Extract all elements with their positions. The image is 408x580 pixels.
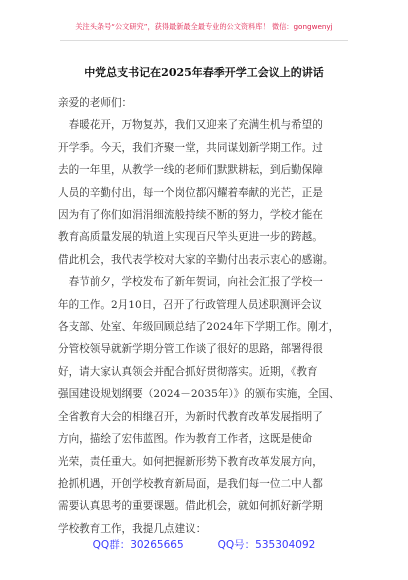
body-line: 需要认真思考的重要课题。借此机会，就如何抓好新学期 (58, 500, 323, 513)
footer-qq-number: QQ号：535304092 (217, 539, 316, 551)
body-line: 全省教育大会的相继召开，为新时代教育改革发展指明了 (58, 410, 323, 423)
body-line: 方向，描绘了宏伟蓝图。作为教育工作者，这既是使命 (58, 433, 313, 446)
body-line: 借此机会，我代表学校对大家的辛勤付出表示衷心的感谢。 (58, 253, 334, 266)
header-divider (60, 40, 348, 41)
body-line: 好，请大家认真领会并配合抓好贯彻落实。近期，《教育 (58, 365, 318, 378)
footer-contact (0, 537, 408, 552)
body-line: 去的一年里，从教学一线的老师们默默耕耘，到后勤保障 (58, 164, 323, 177)
document-title: 中党总支书记在2025年春季开学工会议上的讲话 (84, 66, 324, 79)
body-line: 人员的辛勤付出，每一个岗位都闪耀着奉献的光芒，正是 (58, 186, 323, 199)
footer-qq-group: QQ群：30265665 (92, 539, 184, 551)
document-body (58, 92, 354, 540)
body-line: 亲爱的老师们： (58, 97, 133, 109)
body-line: 光荣，责任重大。如何把握新形势下教育改革发展方向， (58, 455, 323, 468)
body-line: 开学季。今天，我们齐聚一堂，共同谋划新学期工作。过 (58, 141, 323, 154)
body-line: 强国建设规划纲要（2024－2035年）》的颁布实施，全国、 (58, 388, 340, 401)
body-line: 抢抓机遇，开创学校教育新局面，是我们每一位二中人都 (58, 477, 323, 490)
body-line: 教育高质量发展的轨道上实现百尺竿头更进一步的跨越。 (58, 231, 323, 244)
body-line: 年的工作。2月10日，召开了行政管理人员述职测评会议 (58, 298, 322, 311)
body-line: 各支部、处室、年级回顾总结了2024年下学期工作。刚才， (58, 321, 340, 334)
body-line: 分管校领导就新学期分管工作谈了很好的思路，部署得很 (58, 343, 323, 356)
body-line: 春暖花开，万物复苏，我们又迎来了充满生机与希望的 (58, 119, 323, 132)
body-line: 学校教育工作，我提几点建议： (58, 522, 207, 535)
header-promo-note: 关注头条号“公文研究”，获得最新最全最专业的公文资料库！ 微信：gongwenyj (75, 22, 333, 31)
body-line: 春节前夕，学校发布了新年贺词，向社会汇报了学校一 (58, 276, 323, 289)
body-line: 因为有了你们如涓涓细流般持续不断的努力，学校才能在 (58, 209, 323, 222)
